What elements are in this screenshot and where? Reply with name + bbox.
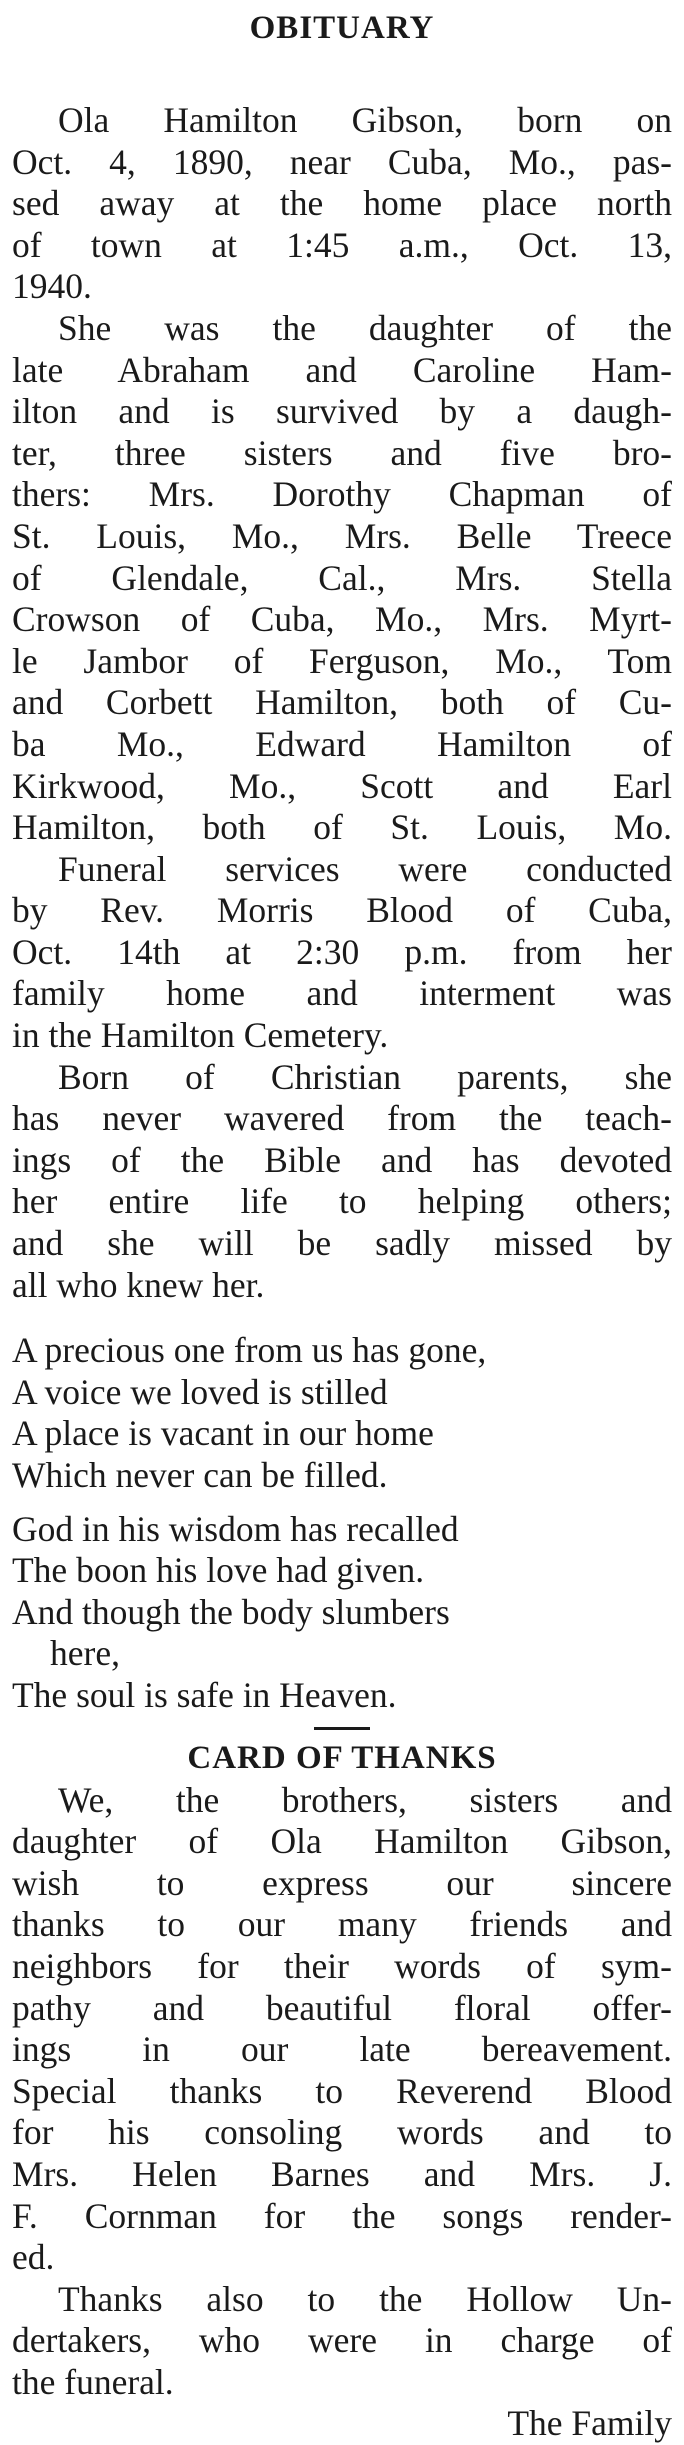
text-line: by Rev. Morris Blood of Cuba,: [12, 890, 672, 931]
memorial-poem: [12, 1330, 672, 1716]
obituary-heading: OBITUARY: [249, 10, 435, 46]
poem-line: Which never can be filled.: [12, 1455, 388, 1495]
poem-line: here,: [50, 1633, 120, 1674]
text-line: late Abraham and Caroline Ham-: [12, 349, 672, 390]
text-line: Special thanks to Reverend Blood: [12, 2070, 672, 2111]
text-line: We, the brothers, sisters and: [58, 1779, 672, 1820]
signature: The Family: [507, 2403, 672, 2444]
text-line: thanks to our many friends and: [12, 1904, 672, 1945]
text-line: and she will be sadly missed by: [12, 1223, 672, 1264]
text-line: Oct. 4, 1890, near Cuba, Mo., pas-: [12, 141, 672, 182]
text-line: Mrs. Helen Barnes and Mrs. J.: [12, 2153, 672, 2194]
stanza-break: [12, 1497, 672, 1509]
text-line: 1940.: [12, 266, 92, 307]
text-line: pathy and beautiful floral offer-: [12, 1987, 672, 2028]
card-of-thanks-text: [12, 1780, 672, 2445]
poem-line: The soul is safe in Heaven.: [12, 1674, 397, 1715]
text-line: in the Hamilton Cemetery.: [12, 1015, 389, 1056]
text-line: neighbors for their words of sym-: [12, 1945, 672, 1986]
poem-line: God in his wisdom has recalled: [12, 1508, 459, 1549]
text-line: of town at 1:45 a.m., Oct. 13,: [12, 224, 672, 265]
obituary-text: [12, 100, 672, 1306]
poem-line: A precious one from us has gone,: [12, 1330, 487, 1371]
text-line: Funeral services were conducted: [58, 848, 672, 889]
text-line: daughter of Ola Hamilton Gibson,: [12, 1821, 672, 1862]
text-line: all who knew her.: [12, 1264, 265, 1305]
text-line: Hamilton, both of St. Louis, Mo.: [12, 807, 672, 848]
text-line: ba Mo., Edward Hamilton of: [12, 723, 672, 764]
text-line: Born of Christian parents, she: [58, 1056, 672, 1097]
poem-line: And though the body slumbers: [12, 1591, 450, 1632]
text-line: ter, three sisters and five bro-: [12, 432, 672, 473]
text-line: Thanks also to the Hollow Un-: [58, 2278, 672, 2319]
text-line: the funeral.: [12, 2361, 174, 2402]
text-line: thers: Mrs. Dorothy Chapman of: [12, 474, 672, 515]
text-line: ings of the Bible and has devoted: [12, 1139, 672, 1180]
text-line: has never wavered from the teach-: [12, 1098, 672, 1139]
text-line: She was the daughter of the: [58, 307, 672, 348]
poem-line: The boon his love had given.: [12, 1550, 425, 1591]
text-line: Oct. 14th at 2:30 p.m. from her: [12, 931, 672, 972]
text-line: ings in our late bereavement.: [12, 2029, 672, 2070]
card-of-thanks-heading: CARD OF THANKS: [187, 1739, 497, 1776]
poem-line: A voice we loved is stilled: [12, 1371, 388, 1412]
text-line: wish to express our sincere: [12, 1862, 672, 1903]
text-line: Ola Hamilton Gibson, born on: [58, 100, 672, 140]
poem-line: A place is vacant in our home: [12, 1413, 434, 1454]
text-line: of Glendale, Cal., Mrs. Stella: [12, 557, 672, 598]
section-divider: [314, 1727, 370, 1730]
text-line: her entire life to helping others;: [12, 1181, 672, 1222]
text-line: ilton and is survived by a daugh-: [12, 391, 672, 432]
text-line: dertakers, who were in charge of: [12, 2320, 672, 2361]
text-line: le Jambor of Ferguson, Mo., Tom: [12, 640, 672, 681]
text-line: sed away at the home place north: [12, 183, 672, 224]
text-line: St. Louis, Mo., Mrs. Belle Treece: [12, 515, 672, 556]
text-line: family home and interment was: [12, 973, 672, 1014]
text-line: for his consoling words and to: [12, 2112, 672, 2153]
text-line: ed.: [12, 2237, 55, 2278]
text-line: Crowson of Cuba, Mo., Mrs. Myrt-: [12, 599, 672, 640]
text-line: Kirkwood, Mo., Scott and Earl: [12, 765, 672, 806]
text-line: and Corbett Hamilton, both of Cu-: [12, 682, 672, 723]
spacer: [12, 1306, 672, 1330]
text-line: F. Cornman for the songs render-: [12, 2195, 672, 2236]
